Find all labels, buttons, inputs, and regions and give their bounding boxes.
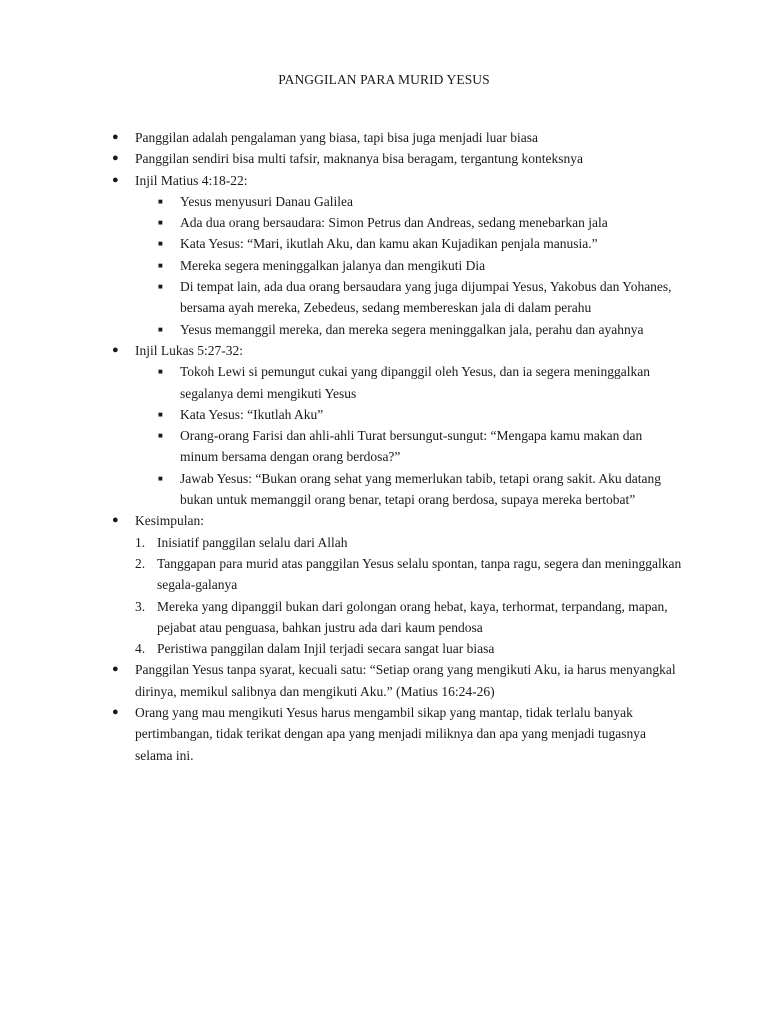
sub-list-item: [0, 276, 768, 319]
numbered-item: [0, 532, 768, 553]
numbered-item-text: Tanggapan para murid atas panggilan Yesus selalu spontan, tanpa ragu, segera dan meninggalkan segala-galanya: [157, 555, 682, 593]
item-number: 1.: [135, 534, 146, 550]
sub-list-item-text: Kata Yesus: “Ikutlah Aku”: [180, 406, 324, 422]
bullet-icon: ●: [112, 152, 119, 165]
square-bullet-icon: ■: [158, 260, 163, 270]
list-item-text: Orang yang mau mengikuti Yesus harus mengambil sikap yang mantap, tidak terlalu banyak pertimbangan, tidak terikat dengan apa yang menjadi miliknya dan apa yang menjadi tugasnya selama ini.: [135, 705, 646, 763]
bullet-icon: ●: [112, 663, 119, 676]
square-bullet-icon: ■: [158, 239, 163, 249]
list-item-text: Kesimpulan:: [135, 513, 204, 529]
item-number: 3.: [135, 598, 146, 614]
list-item: [0, 659, 768, 702]
numbered-item-text: Inisiatif panggilan selalu dari Allah: [157, 534, 348, 550]
bullet-icon: ●: [112, 131, 119, 143]
sub-list-item: [0, 212, 768, 233]
list-item-text: Panggilan sendiri bisa multi tafsir, maknanya bisa beragam, tergantung konteksnya: [135, 151, 583, 167]
sub-list-item-text: Yesus menyusuri Danau Galilea: [180, 193, 353, 209]
list-item-text: Injil Matius 4:18-22:: [135, 172, 248, 188]
page-title: PANGGILAN PARA MURID YESUS: [278, 72, 490, 87]
list-item-text: Injil Lukas 5:27-32:: [135, 342, 243, 358]
sub-list-item: [0, 468, 768, 511]
sub-list-item: [0, 319, 768, 340]
sub-list-item-text: Orang-orang Farisi dan ahli-ahli Turat bersungut-sungut: “Mengapa kamu makan dan minum bersama dengan orang berdosa?”: [180, 428, 643, 465]
list-item: [0, 510, 768, 531]
main-list: [0, 127, 768, 766]
numbered-item-text: Mereka yang dipanggil bukan dari golongan orang hebat, kaya, terhormat, terpandang, mapan, pejabat atau penguasa, bahkan justru ada dari kaum pendosa: [157, 598, 668, 635]
list-item-text: Panggilan Yesus tanpa syarat, kecuali satu: “Setiap orang yang mengikuti Aku, ia harus menyangkal dirinya, memikul salibnya dan mengikuti Aku.” (Matius 16:24-26): [135, 662, 676, 699]
numbered-item-text: Peristiwa panggilan dalam Injil terjadi secara sangat luar biasa: [157, 641, 495, 657]
item-number: 4.: [135, 641, 146, 657]
bullet-icon: ●: [112, 343, 119, 356]
square-bullet-icon: ■: [158, 431, 163, 441]
square-bullet-icon: ■: [158, 473, 163, 483]
list-item-text: Panggilan adalah pengalaman yang biasa, tapi bisa juga menjadi luar biasa: [135, 130, 538, 145]
sub-list-item-text: Ada dua orang bersaudara: Simon Petrus dan Andreas, sedang menebarkan jala: [180, 215, 608, 231]
numbered-item: [0, 553, 768, 596]
bullet-icon: ●: [112, 706, 119, 719]
bullet-icon: ●: [112, 514, 119, 527]
sub-list-item-text: Jawab Yesus: “Bukan orang sehat yang memerlukan tabib, tetapi orang sakit. Aku datang bukan untuk memanggil orang benar, tetapi orang berdosa, supaya mereka bertobat”: [180, 470, 662, 508]
square-bullet-icon: ■: [158, 218, 163, 228]
sub-list-item: [0, 191, 768, 212]
square-bullet-icon: ■: [158, 324, 163, 334]
list-item: [0, 170, 768, 191]
sub-list-item-text: Tokoh Lewi si pemungut cukai yang dipanggil oleh Yesus, dan ia segera meninggalkan segalanya demi mengikuti Yesus: [180, 364, 650, 401]
list-item: [0, 127, 768, 148]
sub-list-item-text: Kata Yesus: “Mari, ikutlah Aku, dan kamu akan Kujadikan penjala manusia.”: [180, 236, 598, 252]
list-item: [0, 340, 768, 361]
sub-list-item-text: Mereka segera meninggalkan jalanya dan mengikuti Dia: [180, 257, 486, 273]
item-number: 2.: [135, 555, 146, 571]
list-item: [0, 702, 768, 766]
sub-list-item: [0, 404, 768, 425]
list-item: [0, 148, 768, 169]
sub-list-item: [0, 233, 768, 254]
sub-list-item-text: Yesus memanggil mereka, dan mereka segera meninggalkan jala, perahu dan ayahnya: [180, 321, 644, 337]
sub-list-item-text: Di tempat lain, ada dua orang bersaudara yang juga dijumpai Yesus, Yakobus dan Yohanes, bersama ayah mereka, Zebedeus, sedang membereskan jala di dalam perahu: [180, 279, 672, 316]
square-bullet-icon: ■: [158, 409, 163, 419]
square-bullet-icon: ■: [158, 282, 163, 292]
sub-list-item: [0, 255, 768, 276]
square-bullet-icon: ■: [158, 196, 163, 206]
square-bullet-icon: ■: [158, 367, 163, 377]
numbered-item: [0, 596, 768, 639]
numbered-item: [0, 638, 768, 659]
sub-list-item: [0, 425, 768, 468]
sub-list-item: [0, 361, 768, 404]
bullet-icon: ●: [112, 173, 119, 186]
